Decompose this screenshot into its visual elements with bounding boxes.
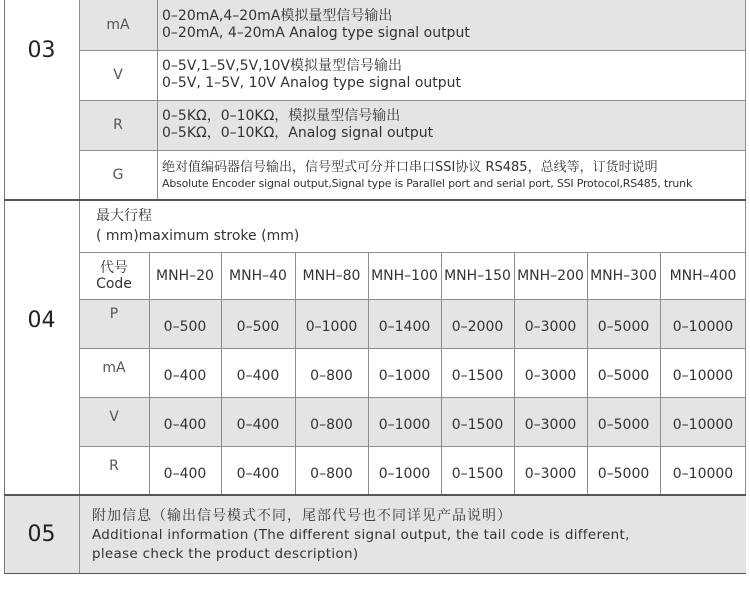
row-description (157, 0, 746, 50)
section-03 (4, 0, 746, 200)
additional-info-en-2: please check the product description) (92, 546, 359, 562)
divider (79, 0, 80, 200)
section-number: 04 (27, 307, 56, 333)
column-header: MNH–400 (669, 267, 737, 284)
code-header-zh: 代号 (100, 259, 128, 276)
table-cell: 0–400 (163, 466, 207, 482)
table-cell: 0–5000 (597, 417, 650, 433)
row-code: V (113, 67, 123, 83)
table-cell: 0–3000 (524, 466, 577, 482)
description-en: Absolute Encoder signal output,Signal type is Parallel port and serial port, SSI Protocol,RS485, trunk (162, 177, 693, 190)
table-cell: 0–1000 (378, 466, 431, 482)
divider (441, 252, 442, 495)
table-cell: 0–1400 (378, 319, 431, 335)
row-code: mA (102, 360, 126, 376)
table-cell: 0–2000 (451, 319, 504, 335)
row-code: G (112, 167, 124, 183)
description-zh: 0–5V,1–5V,5V,10V模拟量型信号输出 (162, 58, 403, 74)
column-header: MNH–200 (517, 267, 584, 284)
divider (79, 348, 746, 349)
divider (79, 150, 746, 151)
table-cell: 0–500 (236, 319, 280, 335)
row-code: mA (106, 17, 130, 33)
divider (745, 200, 746, 495)
table-cell: 0–10000 (672, 417, 734, 433)
stroke-title-en: ( mm)maximum stroke (mm) (96, 228, 300, 244)
table-cell: 0–3000 (524, 368, 577, 384)
divider (368, 252, 369, 495)
table-cell: 0–400 (236, 368, 280, 384)
column-header: MNH–80 (302, 267, 361, 284)
divider (79, 397, 746, 398)
description-en: 0–5V, 1–5V, 10V Analog type signal output (162, 75, 462, 91)
row-code: V (109, 409, 119, 425)
additional-info-en-1: Additional information (The different signal output, the tail code is different, (92, 527, 630, 543)
table-cell: 0–10000 (672, 466, 734, 482)
table-cell: 0–5000 (597, 368, 650, 384)
column-header: MNH–150 (444, 267, 511, 284)
row-code: R (109, 458, 119, 474)
table-cell: 0–500 (163, 319, 207, 335)
code-header-en: Code (96, 275, 132, 292)
stroke-title (96, 206, 299, 246)
table-cell: 0–1000 (378, 368, 431, 384)
divider (79, 252, 746, 253)
description-zh: 0–20mA,4–20mA模拟量型信号输出 (162, 8, 393, 24)
divider (514, 252, 515, 495)
table-cell: 0–800 (310, 466, 353, 482)
divider (79, 299, 746, 300)
table-cell: 0–800 (310, 417, 353, 433)
code-header (79, 252, 149, 299)
row-description (157, 100, 746, 150)
table-cell: 0–1500 (451, 368, 504, 384)
column-header: MNH–100 (371, 267, 438, 284)
section-number: 05 (27, 521, 56, 547)
divider (79, 446, 746, 447)
outer-border-left (4, 0, 5, 573)
section-05 (4, 495, 746, 573)
description-zh: 0–5KΩ，0–10KΩ，模拟量型信号输出 (162, 108, 401, 124)
table-cell: 0–400 (163, 417, 207, 433)
column-header: MNH–20 (156, 267, 214, 284)
row-description (157, 50, 746, 100)
table-cell: 0–5000 (597, 319, 650, 335)
row-code: P (109, 306, 119, 322)
divider (79, 495, 80, 573)
additional-info-zh: 附加信息（输出信号模式不同，尾部代号也不同详见产品说明） (92, 508, 512, 524)
table-cell: 0–1500 (451, 417, 504, 433)
column-header: MNH–40 (229, 267, 287, 284)
row-code: R (113, 117, 123, 133)
description-zh: 绝对值编码器信号输出，信号型式可分并口串口SSI协议 RS485，总线等，订货时说明 (162, 160, 658, 175)
description-en: 0–5KΩ，0–10KΩ，Analog signal output (162, 125, 434, 141)
row-description (157, 150, 746, 200)
table-cell: 0–1000 (305, 319, 358, 335)
divider (79, 50, 746, 51)
bottom-border (4, 573, 746, 574)
table-cell: 0–800 (310, 368, 353, 384)
column-header: MNH–300 (590, 267, 657, 284)
divider (157, 0, 158, 200)
table-cell: 0–1000 (378, 417, 431, 433)
additional-info (92, 507, 740, 564)
divider (221, 252, 222, 495)
table-cell: 0–5000 (597, 466, 650, 482)
divider (79, 200, 80, 495)
table-cell: 0–1500 (451, 466, 504, 482)
table-cell: 0–10000 (672, 319, 734, 335)
divider (149, 252, 150, 495)
table-cell: 0–400 (236, 466, 280, 482)
description-en: 0–20mA, 4–20mA Analog type signal output (162, 25, 470, 41)
stroke-title-zh: 最大行程 (96, 208, 152, 224)
divider (587, 252, 588, 495)
section-04 (4, 200, 746, 495)
table-cell: 0–10000 (672, 368, 734, 384)
table-cell: 0–400 (236, 417, 280, 433)
table-cell: 0–3000 (524, 319, 577, 335)
divider (79, 100, 746, 101)
divider (745, 0, 746, 200)
divider (660, 252, 661, 495)
section-border (4, 494, 746, 496)
section-border (4, 199, 746, 201)
divider (295, 252, 296, 495)
table-cell: 0–3000 (524, 417, 577, 433)
section-number: 03 (27, 37, 56, 63)
table-cell: 0–400 (163, 368, 207, 384)
